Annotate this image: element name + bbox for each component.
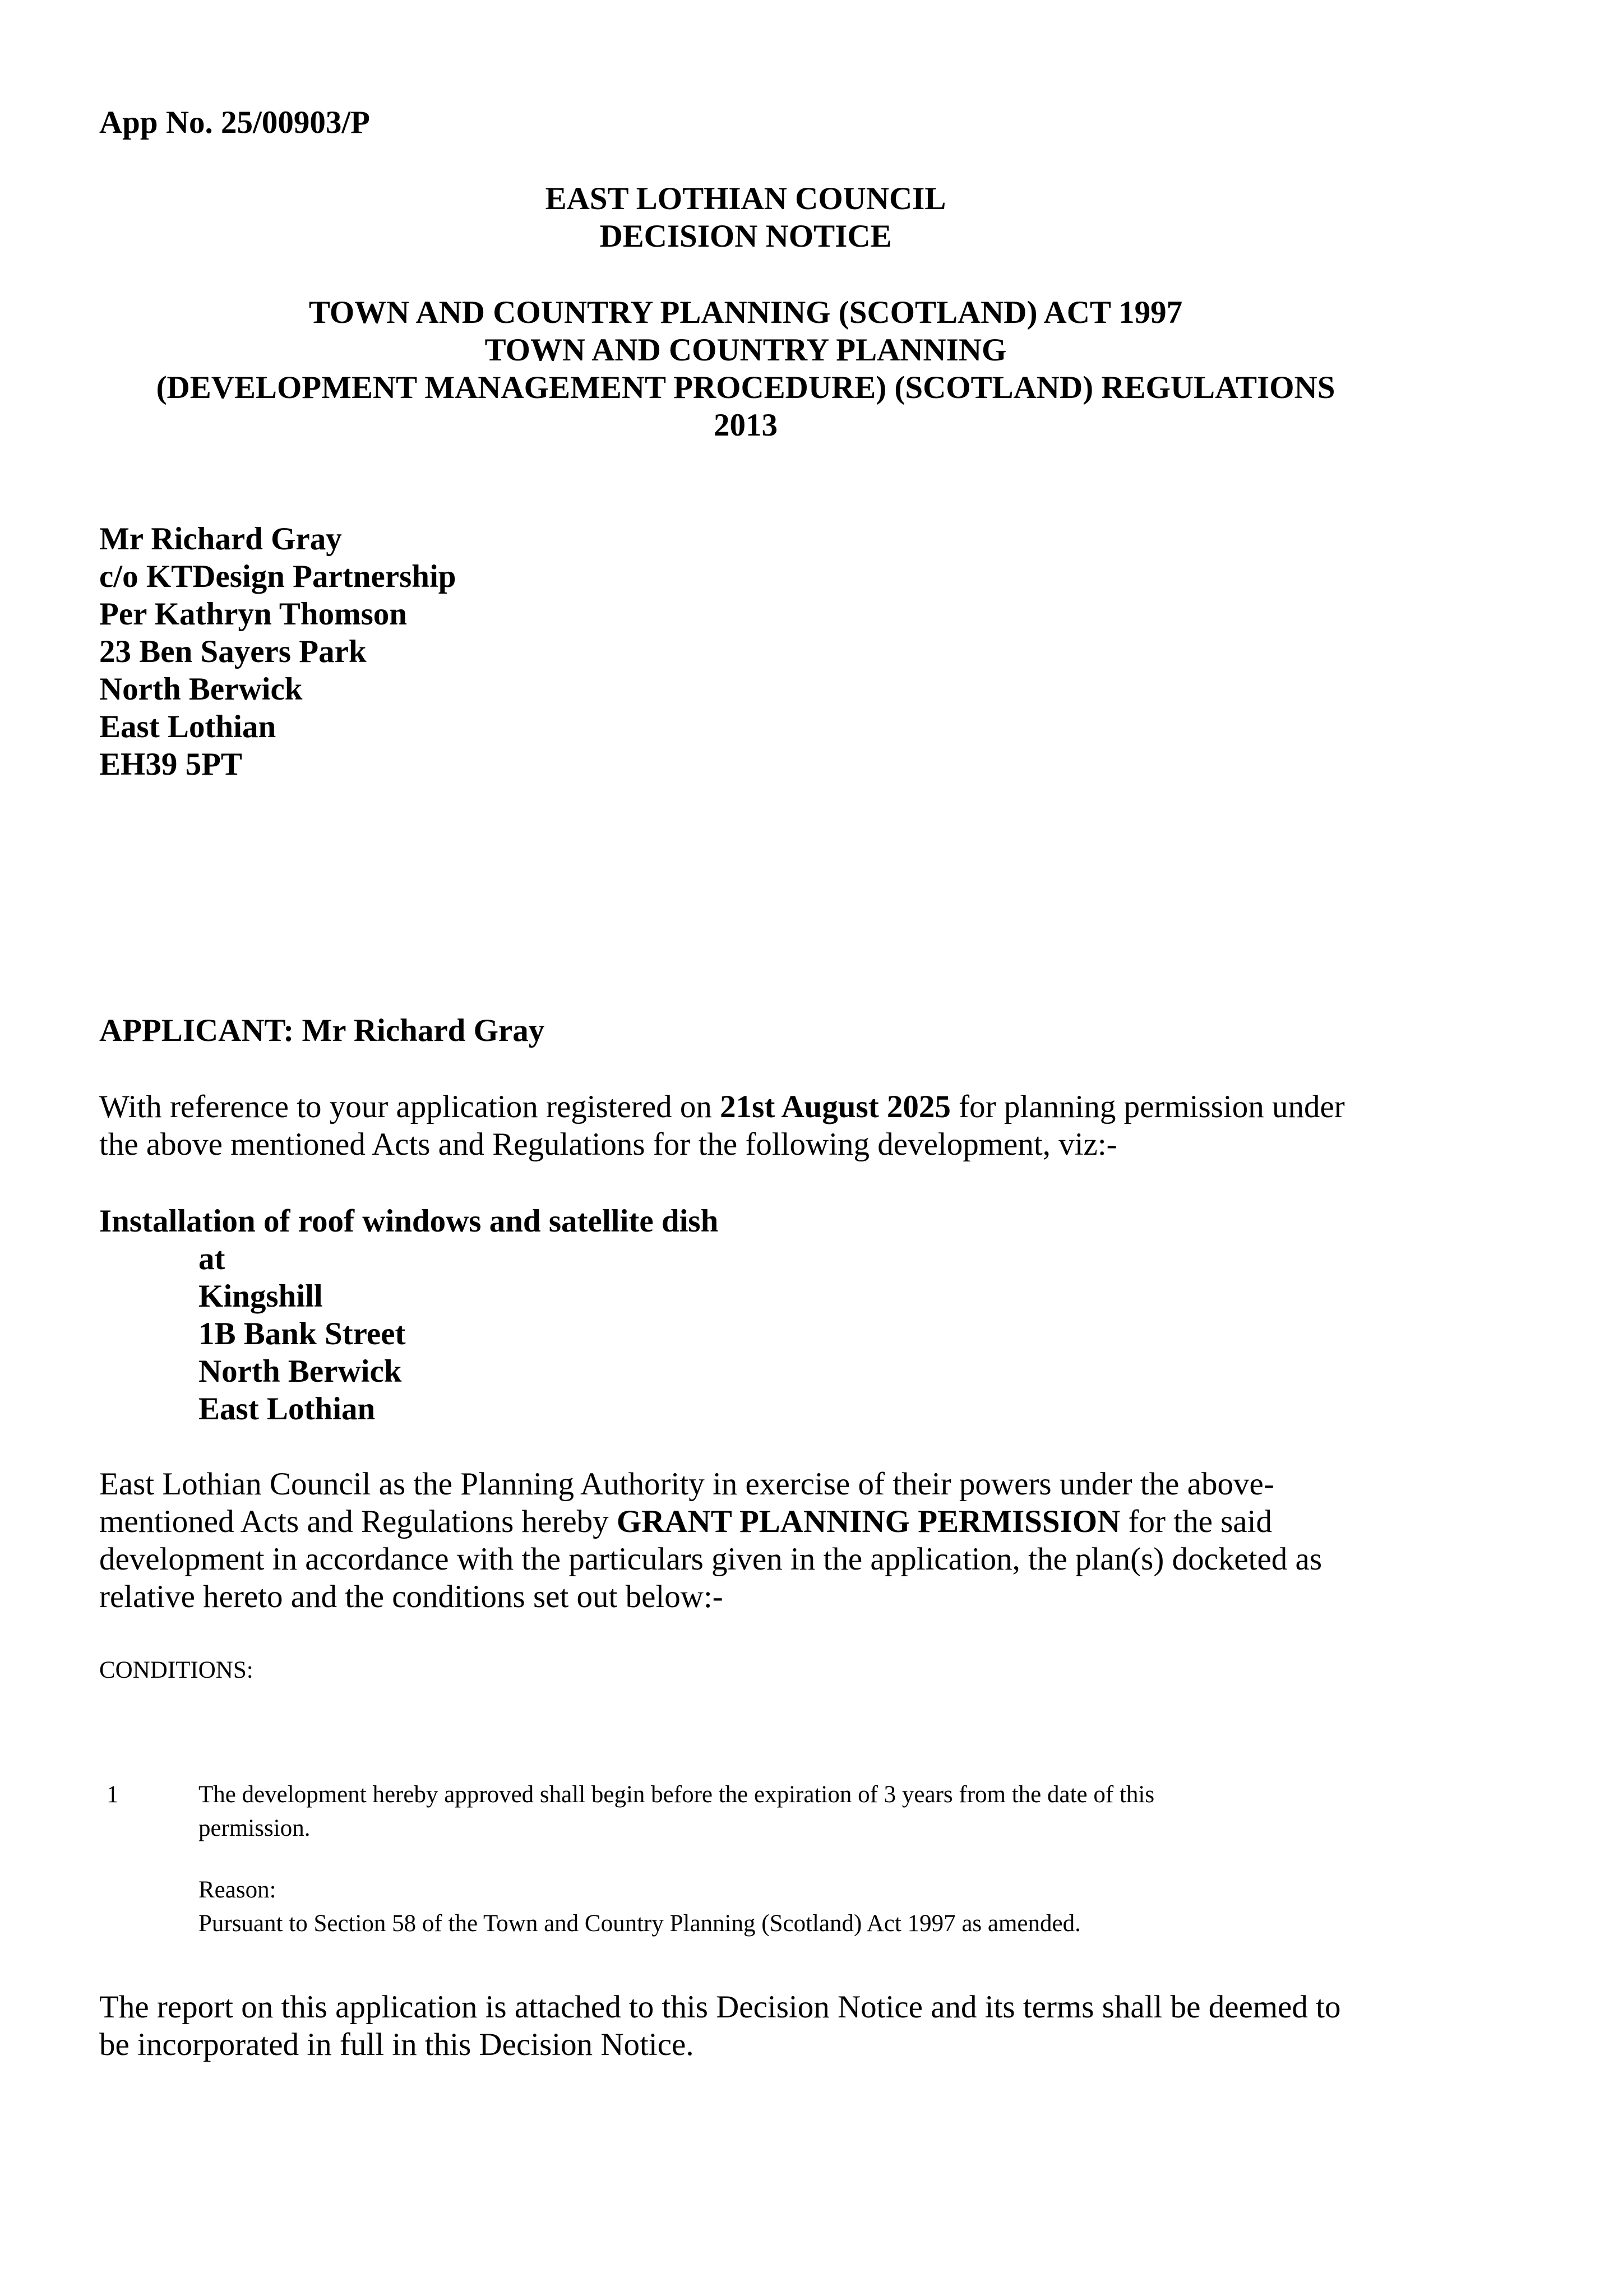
- act-title-line-4: 2013: [714, 408, 778, 443]
- reference-line-2: the above mentioned Acts and Regulations for the following development, viz:-: [99, 1127, 1117, 1162]
- development-title: Installation of roof windows and satellite dish: [99, 1203, 719, 1239]
- address-line: Per Kathryn Thomson: [99, 596, 407, 632]
- footer-line-1: The report on this application is attached to this Decision Notice and its terms shall be deemed to: [99, 1989, 1341, 2025]
- development-description: [99, 1202, 718, 1428]
- address-line: North Berwick: [99, 672, 303, 707]
- act-title-line-1: TOWN AND COUNTRY PLANNING (SCOTLAND) ACT 1997: [308, 295, 1183, 330]
- decision-suffix: for the said: [1120, 1504, 1272, 1539]
- act-title-line-2: TOWN AND COUNTRY PLANNING: [484, 332, 1007, 368]
- reason-text: Pursuant to Section 58 of the Town and Country Planning (Scotland) Act 1997 as amended.: [198, 1910, 1081, 1937]
- reference-prefix: With reference to your application registered on: [99, 1089, 720, 1124]
- council-name: EAST LOTHIAN COUNCIL: [545, 181, 946, 216]
- condition-text-line-2: permission.: [198, 1815, 311, 1841]
- site-address-line: 1B Bank Street: [198, 1316, 406, 1351]
- condition-text-line-1: The development hereby approved shall begin before the expiration of 3 years from the date of this: [198, 1781, 1155, 1808]
- site-address-line: Kingshill: [198, 1279, 323, 1314]
- address-line: EH39 5PT: [99, 747, 242, 782]
- decision-grant: GRANT PLANNING PERMISSION: [616, 1504, 1121, 1539]
- decision-line-3: development in accordance with the particulars given in the application, the plan(s) docketed as: [99, 1542, 1323, 1577]
- condition-reason: [198, 1873, 1081, 1941]
- development-at: at: [198, 1241, 225, 1276]
- address-line: Mr Richard Gray: [99, 521, 342, 557]
- decision-line-4: relative hereto and the conditions set out below:-: [99, 1579, 723, 1614]
- decision-line-1: East Lothian Council as the Planning Authority in exercise of their powers under the above-: [99, 1466, 1274, 1502]
- address-line: 23 Ben Sayers Park: [99, 634, 367, 669]
- decision-line-2: [99, 1503, 1272, 1540]
- decision-prefix: mentioned Acts and Regulations hereby: [99, 1504, 617, 1539]
- reference-suffix: for planning permission under: [950, 1089, 1345, 1124]
- notice-title: DECISION NOTICE: [599, 219, 892, 254]
- address-line: East Lothian: [99, 709, 276, 744]
- site-address-line: North Berwick: [198, 1354, 402, 1389]
- act-title-line-3: (DEVELOPMENT MANAGEMENT PROCEDURE) (SCOTLAND) REGULATIONS: [156, 370, 1335, 405]
- condition-item: [198, 1778, 1154, 1845]
- applicant-label: APPLICANT: Mr Richard Gray: [99, 1013, 545, 1048]
- registration-date: 21st August 2025: [720, 1089, 951, 1124]
- conditions-heading: CONDITIONS:: [99, 1657, 253, 1683]
- reference-line-1: [99, 1089, 1345, 1126]
- recipient-address: [99, 520, 456, 783]
- reason-label: Reason:: [198, 1877, 276, 1903]
- address-line: c/o KTDesign Partnership: [99, 559, 456, 594]
- site-address-line: East Lothian: [198, 1391, 376, 1427]
- application-number: App No. 25/00903/P: [99, 105, 370, 140]
- footer-line-2: be incorporated in full in this Decision Notice.: [99, 2027, 694, 2062]
- condition-number: 1: [107, 1781, 119, 1808]
